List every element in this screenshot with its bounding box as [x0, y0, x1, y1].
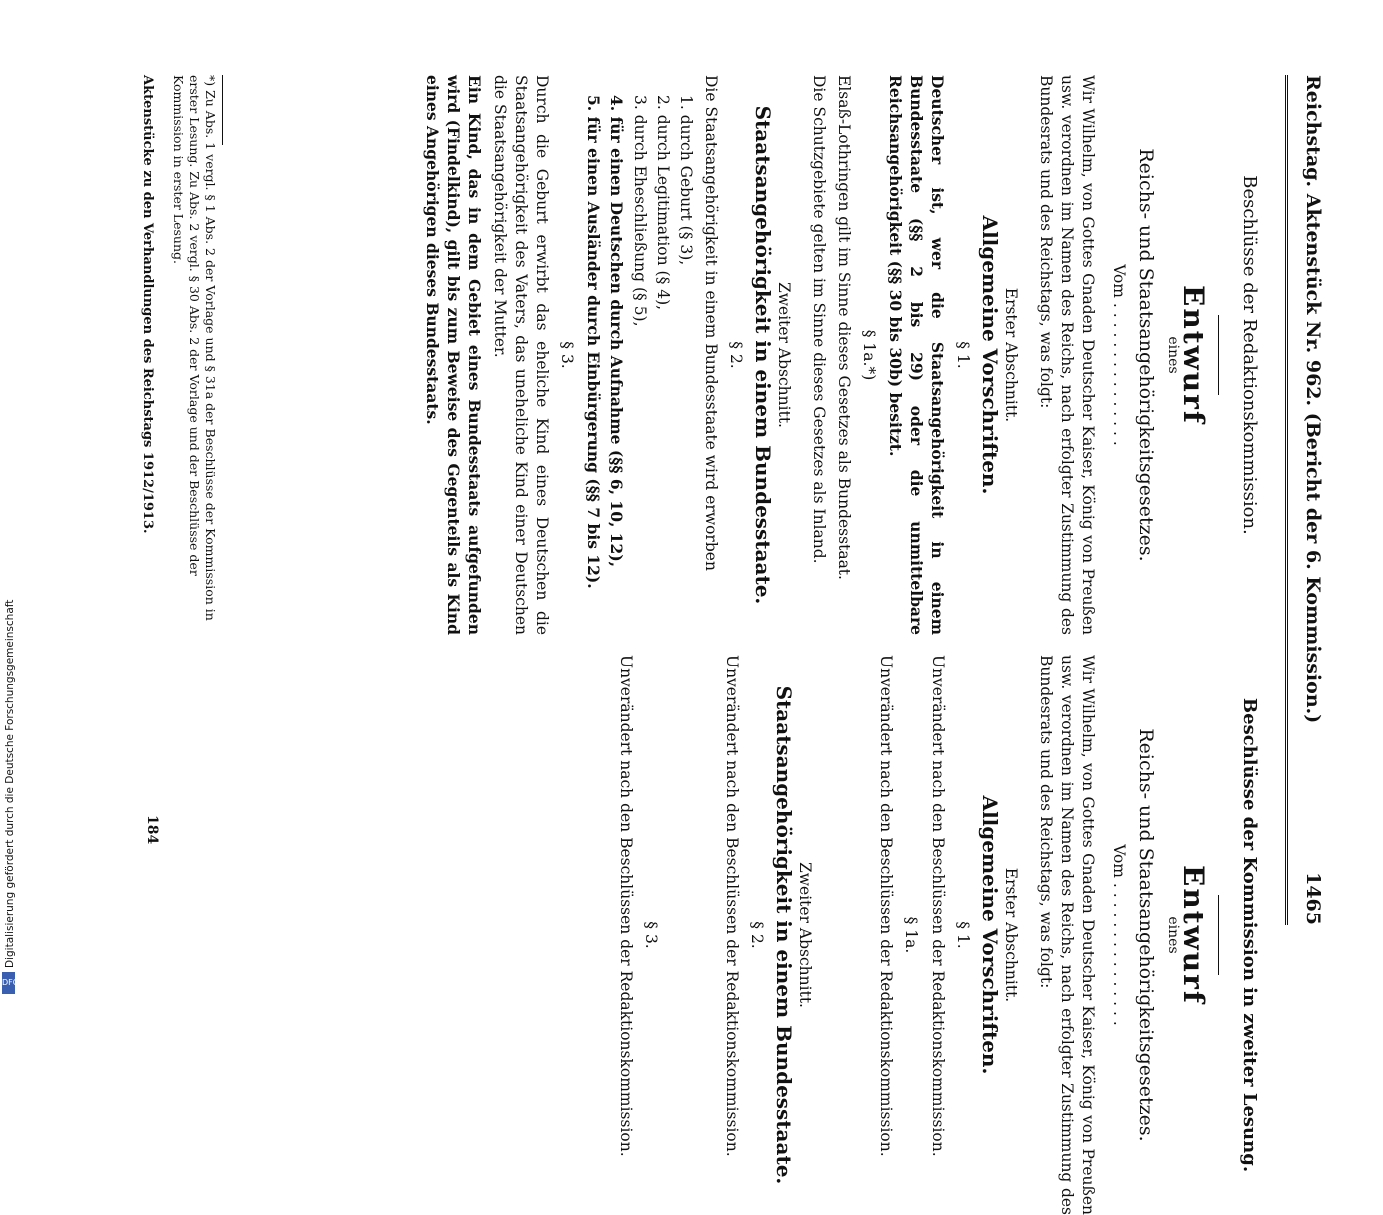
- column-heading: Beschlüsse der Kommission in zweiter Lesung.: [1239, 697, 1260, 1173]
- section-title: Staatsangehörigkeit in einem Bundesstaate.: [772, 685, 796, 1185]
- list-item: 1. durch Geburt (§ 3),: [677, 95, 695, 266]
- divider: [1218, 895, 1219, 975]
- footer-text: Aktenstücke zu den Verhandlungen des Reichstags 1912/1913.: [140, 75, 155, 534]
- section-title: Staatsangehörigkeit in einem Bundesstaate.: [751, 105, 775, 605]
- paragraph-label: § 1a.: [902, 916, 920, 954]
- list-item: 2. durch Legitimation (§ 4),: [654, 95, 672, 311]
- preamble: Wir Wilhelm, von Gottes Gnaden Deutscher Kaiser, König von Preußen usw. verordnen im Namen des Reichs, nach erfolgter Zustimmung des Bundesrats und des Reichstags, was folgt:: [1037, 655, 1097, 1215]
- footnote: [170, 75, 223, 635]
- dfg-logo: DFG: [2, 972, 15, 994]
- list-item: 3. durch Eheschließung (§ 5),: [631, 95, 649, 327]
- paragraph-text: Unverändert nach den Beschlüssen der Redaktionskommission.: [877, 655, 895, 1157]
- section-label: Zweiter Abschnitt.: [796, 862, 814, 1008]
- paragraph-label: § 1.: [954, 341, 972, 369]
- paragraph-text: Die Schutzgebiete gelten im Sinne dieses Gesetzes als Inland.: [810, 75, 828, 564]
- law-name: Reichs- und Staatsangehörigkeitsgesetzes.: [1135, 148, 1157, 562]
- column-heading: Beschlüsse der Redaktionskommission.: [1239, 175, 1260, 535]
- list-item: 4. für einen Deutschen durch Aufnahme (§§ 6, 10, 12),: [607, 95, 626, 568]
- paragraph-label: § 3.: [558, 341, 576, 369]
- paragraph-label: § 2.: [727, 341, 745, 369]
- header-rule: [1285, 75, 1288, 925]
- footnote-text: *) Zu Abs. 1 vergl. § 1 Abs. 2 der Vorlage und § 31a der Beschlüsse der Kommission in erster Lesung. Zu Abs. 2 vergl. § 30 Abs. 2 der Vorlage und der Beschlüsse der Kommission in erster Lesung.: [171, 75, 218, 621]
- paragraph-text: Unverändert nach den Beschlüssen der Redaktionskommission.: [617, 655, 635, 1157]
- section-label: Zweiter Abschnitt.: [775, 282, 793, 428]
- paragraph-label: § 2.: [748, 921, 766, 949]
- section-label: Erster Abschnitt.: [1002, 867, 1020, 1003]
- eines-label: eines: [1165, 916, 1181, 954]
- page-number: 1465: [1302, 872, 1324, 925]
- paragraph-text: Durch die Geburt erwirbt das eheliche Kind eines Deutschen die Staatsangehörigkeit des Vaters, das uneheliche Kind einer Deutschen die Staatsangehörigkeit der Mutter.: [491, 75, 551, 635]
- footnote-rule: [222, 75, 223, 145]
- funding-credit: Digitalisierung gefördert durch die Deutsche Forschungsgemeinschaft: [4, 599, 16, 968]
- paragraph-text: Elsaß-Lothringen gilt im Sinne dieses Gesetzes als Bundesstaat.: [835, 75, 853, 580]
- column-redaktionskommission: [418, 75, 1260, 635]
- paragraph-text: Unverändert nach den Beschlüssen der Redaktionskommission.: [723, 655, 741, 1157]
- footer-page-number: 184: [144, 815, 160, 845]
- draft-title: Entwurf: [1177, 285, 1210, 425]
- list-item: 5. für einen Ausländer durch Einbürgerung (§§ 7 bis 12).: [584, 95, 603, 589]
- section-title: Allgemeine Vorschriften.: [978, 795, 1002, 1075]
- paragraph-text: Die Staatsangehörigkeit in einem Bundesstaate wird erworben: [702, 75, 720, 571]
- section-title: Allgemeine Vorschriften.: [978, 215, 1002, 495]
- rotated-scan-sheet: [100, 55, 1330, 1215]
- paragraph-label: § 1.: [954, 921, 972, 949]
- preamble: Wir Wilhelm, von Gottes Gnaden Deutscher Kaiser, König von Preußen usw. verordnen im Namen des Reichs, nach erfolgter Zustimmung des Bundesrats und des Reichstags, was folgt:: [1037, 75, 1097, 635]
- section-label: Erster Abschnitt.: [1002, 287, 1020, 423]
- paragraph-text: Ein Kind, das in dem Gebiet eines Bundesstaats aufgefunden wird (Findelkind), gilt bis zum Beweise des Gegenteils als Kind eines Angehörigen dieses Bundesstaats.: [423, 75, 484, 635]
- date-line: Vom . . . . . . . . . . . . . . .: [1110, 264, 1128, 446]
- law-name: Reichs- und Staatsangehörigkeitsgesetzes.: [1135, 728, 1157, 1142]
- draft-title: Entwurf: [1177, 865, 1210, 1005]
- column-zweite-lesung: [611, 655, 1260, 1215]
- paragraph-text: Deutscher ist, wer die Staatsangehörigkeit in einem Bundesstaate (§§ 2 bis 29) oder die unmittelbare Reichsangehörigkeit (§§ 30 bis 30b) besitzt.: [886, 75, 947, 635]
- date-line: Vom . . . . . . . . . . . . . . .: [1110, 844, 1128, 1026]
- eines-label: eines: [1165, 336, 1181, 374]
- running-header: [1288, 75, 1324, 925]
- paragraph-label: § 3.: [642, 921, 660, 949]
- divider: [1218, 315, 1219, 395]
- paragraph-label: § 1a.*): [860, 329, 878, 381]
- digitization-sidebar: [0, 0, 18, 1000]
- running-header-title: Reichstag. Aktenstück Nr. 962. (Bericht der 6. Kommission.): [1302, 75, 1324, 724]
- paragraph-text: Unverändert nach den Beschlüssen der Redaktionskommission.: [929, 655, 947, 1157]
